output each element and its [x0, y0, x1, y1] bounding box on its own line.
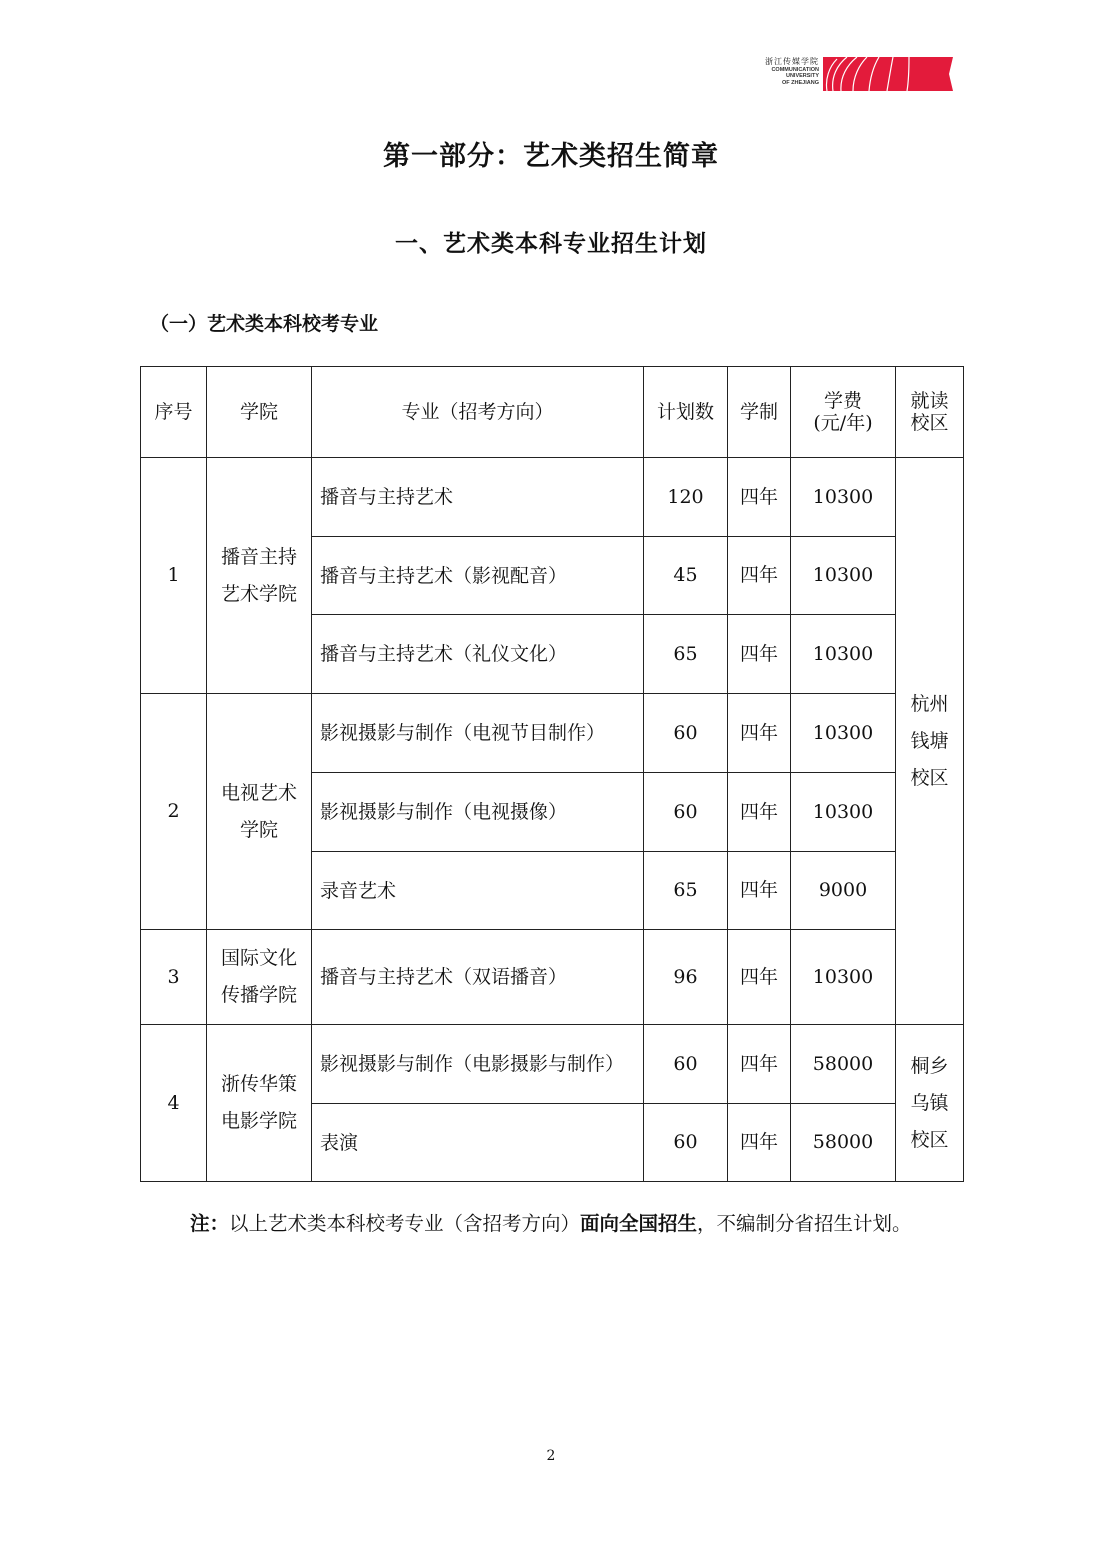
cell-duration: 四年: [728, 773, 791, 852]
logo-name-cn: 浙江传媒学院: [765, 57, 819, 66]
table-row: [141, 930, 964, 1025]
cell-tuition: 58000: [791, 1104, 896, 1182]
logo-name-en-2: UNIVERSITY: [785, 73, 819, 80]
header-index: 序号: [141, 367, 207, 458]
logo-mark-icon: [823, 57, 953, 91]
cell-tuition: 10300: [791, 694, 896, 773]
cell-quota: 65: [644, 852, 728, 930]
note-text-2: ，不编制分省招生计划。: [697, 1212, 912, 1235]
cell-index: 3: [141, 930, 207, 1025]
cell-tuition: 10300: [791, 458, 896, 537]
table-note: [150, 1198, 965, 1250]
cell-tuition: 10300: [791, 930, 896, 1025]
cell-major: 影视摄影与制作（电视摄像）: [312, 773, 644, 852]
cell-campus-wuzhen: 桐乡 乌镇 校区: [896, 1025, 964, 1182]
cell-quota: 60: [644, 1104, 728, 1182]
cell-campus-hangzhou: 杭州 钱塘 校区: [896, 458, 964, 1025]
cell-major: 播音与主持艺术（双语播音）: [312, 930, 644, 1025]
cell-college: 浙传华策 电影学院: [207, 1025, 312, 1182]
cell-duration: 四年: [728, 852, 791, 930]
logo-name-en-3: OF ZHEJIANG: [782, 79, 819, 86]
cell-quota: 60: [644, 773, 728, 852]
note-emphasis: 面向全国招生: [580, 1212, 698, 1235]
cell-index: 1: [141, 458, 207, 694]
cell-quota: 65: [644, 615, 728, 694]
cell-duration: 四年: [728, 537, 791, 615]
header-duration: 学制: [728, 367, 791, 458]
cell-tuition: 10300: [791, 773, 896, 852]
cell-index: 4: [141, 1025, 207, 1182]
logo-text: [755, 56, 821, 86]
cell-major: 播音与主持艺术（礼仪文化）: [312, 615, 644, 694]
cell-duration: 四年: [728, 1025, 791, 1104]
header-college: 学院: [207, 367, 312, 458]
cell-major: 影视摄影与制作（电视节目制作）: [312, 694, 644, 773]
logo-name-en-1: COMMUNICATION: [771, 67, 819, 73]
cell-college: 国际文化 传播学院: [207, 930, 312, 1025]
table-row: [141, 458, 964, 537]
cell-major: 播音与主持艺术（影视配音）: [312, 537, 644, 615]
cell-college: 播音主持 艺术学院: [207, 458, 312, 694]
cell-major: 影视摄影与制作（电影摄影与制作）: [312, 1025, 644, 1104]
cell-duration: 四年: [728, 1104, 791, 1182]
cell-major: 播音与主持艺术: [312, 458, 644, 537]
header-tuition: 学费 (元/年): [791, 367, 896, 458]
cell-quota: 96: [644, 930, 728, 1025]
cell-index: 2: [141, 694, 207, 930]
cell-duration: 四年: [728, 458, 791, 537]
cell-college: 电视艺术 学院: [207, 694, 312, 930]
table-row: [141, 694, 964, 773]
header-major: 专业（招考方向）: [312, 367, 644, 458]
header-campus: 就读 校区: [896, 367, 964, 458]
enrollment-plan-table: [140, 366, 964, 1182]
part-title: 第一部分：艺术类招生简章: [383, 141, 719, 172]
cell-quota: 45: [644, 537, 728, 615]
cell-duration: 四年: [728, 694, 791, 773]
cell-tuition: 10300: [791, 537, 896, 615]
header-quota: 计划数: [644, 367, 728, 458]
cell-quota: 60: [644, 694, 728, 773]
table-row: [141, 1025, 964, 1104]
cell-duration: 四年: [728, 615, 791, 694]
section-title: 一、艺术类本科专业招生计划: [395, 231, 707, 257]
note-label: 注：: [190, 1212, 230, 1235]
page-number: 2: [546, 1448, 556, 1464]
cell-tuition: 9000: [791, 852, 896, 930]
cell-tuition: 10300: [791, 615, 896, 694]
university-logo: [755, 56, 955, 92]
note-text-1: 以上艺术类本科校考专业（含招考方向）: [229, 1212, 581, 1235]
cell-duration: 四年: [728, 930, 791, 1025]
cell-major: 表演: [312, 1104, 644, 1182]
cell-quota: 120: [644, 458, 728, 537]
subsection-title: （一）艺术类本科校考专业: [150, 313, 379, 335]
table-header-row: [141, 367, 964, 458]
cell-quota: 60: [644, 1025, 728, 1104]
cell-tuition: 58000: [791, 1025, 896, 1104]
cell-major: 录音艺术: [312, 852, 644, 930]
